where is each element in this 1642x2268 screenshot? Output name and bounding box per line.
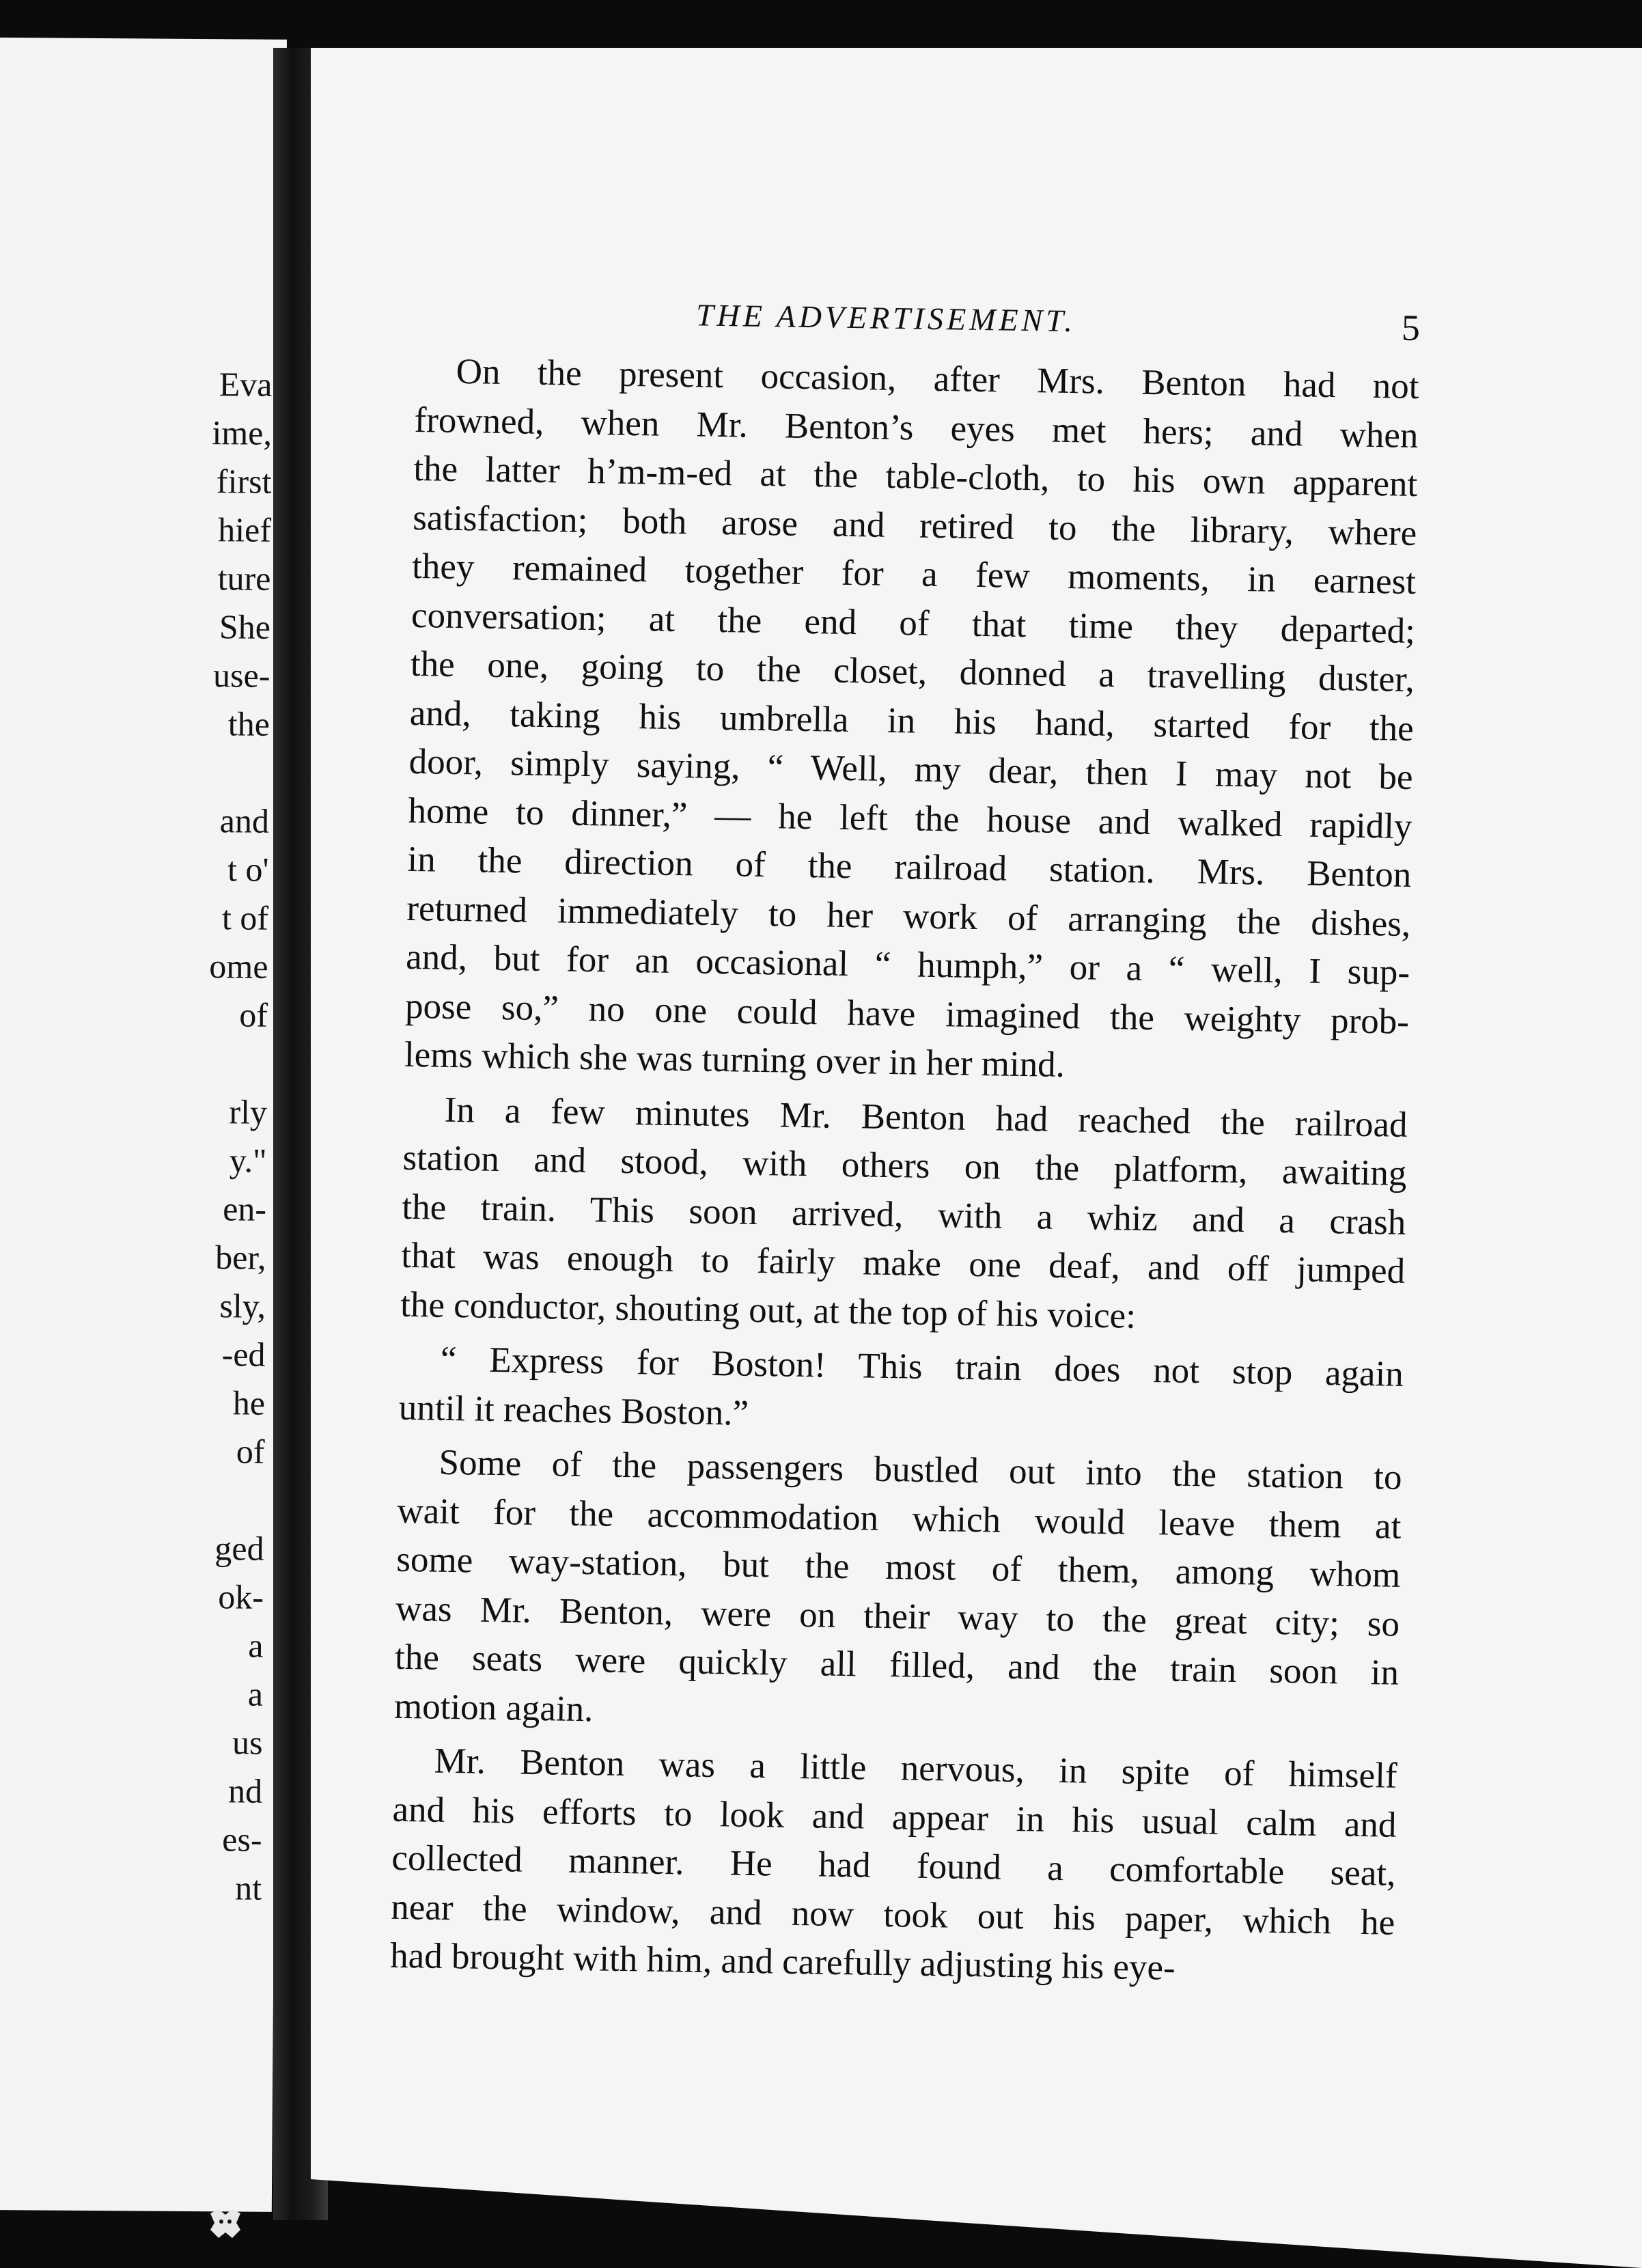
text-line: had brought with him, and carefully adjusting his eye- xyxy=(389,1935,1176,1988)
paragraph xyxy=(398,1335,1404,1448)
facing-page-fragment: a xyxy=(248,1626,264,1665)
paragraph xyxy=(393,1438,1402,1747)
text-line: the latter h’m-m-ed at the table-cloth, to his own apparent xyxy=(413,448,1418,505)
text-line: station and stood, with others on the platform, awaiting xyxy=(402,1137,1407,1193)
text-line: they remained together for a few moments, in earnest xyxy=(411,546,1417,603)
text-line: motion again. xyxy=(393,1686,594,1729)
text-line: conversation; at the end of that time they departed; xyxy=(410,595,1416,651)
facing-page-fragment: nt xyxy=(234,1868,262,1907)
text-line: door, simply saying, “ Well, my dear, then I may not be xyxy=(408,741,1414,797)
text-line: and, taking his umbrella in his hand, started for the xyxy=(409,693,1415,749)
running-head-title: THE ADVERTISEMENT. xyxy=(695,297,1076,339)
text-line: was Mr. Benton, were on their way to the great city; so xyxy=(395,1588,1400,1644)
facing-page xyxy=(0,38,287,2212)
text-line: and, but for an occasional “ humph,” or a “ well, I sup- xyxy=(405,937,1410,993)
text-line: and his efforts to look and appear in his usual calm and xyxy=(392,1789,1397,1845)
text-line: In a few minutes Mr. Benton had reached the railroad xyxy=(444,1090,1408,1145)
facing-page-fragment: rly xyxy=(229,1092,268,1131)
facing-page-fragment: She xyxy=(219,607,271,646)
paragraph xyxy=(400,1085,1408,1345)
text-line: the train. This soon arrived, with a whiz and a crash xyxy=(402,1187,1406,1243)
text-line: frowned, when Mr. Benton’s eyes met hers; and when xyxy=(414,400,1419,456)
facing-page-fragment: ome xyxy=(209,947,268,986)
paragraph xyxy=(390,1737,1397,1997)
page-text-block xyxy=(390,272,1421,1996)
text-line: the one, going to the closet, donned a travelling duster, xyxy=(410,644,1415,700)
facing-page-fragment: t o' xyxy=(227,850,269,889)
facing-page-fragment: of xyxy=(239,995,268,1034)
text-line: “ Express for Boston! This train does not stop again xyxy=(440,1339,1404,1394)
facing-page-fragment: a xyxy=(247,1674,264,1713)
text-line: pose so,” no one could have imagined the weighty prob- xyxy=(404,986,1410,1042)
text-line: satisfaction; both arose and retired to the library, where xyxy=(412,497,1417,553)
facing-page-fragment: y." xyxy=(229,1141,267,1180)
facing-page-fragment: Eva xyxy=(219,365,273,404)
facing-page-fragment: t of xyxy=(221,898,269,937)
text-line: the conductor, shouting out, at the top of his voice: xyxy=(400,1284,1137,1336)
facing-page-fragment: hief xyxy=(218,510,272,549)
text-line: Some of the passengers bustled out into the station to xyxy=(439,1442,1402,1497)
facing-page-fragment: use- xyxy=(212,656,270,695)
text-line: home to dinner,” — he left the house and walked rapidly xyxy=(408,790,1413,846)
text-line: Mr. Benton was a little nervous, in spite of himself xyxy=(434,1741,1398,1796)
body-text xyxy=(390,347,1419,1996)
text-line: lems which she was turning over in her mind. xyxy=(404,1034,1066,1085)
paragraph xyxy=(404,347,1419,1095)
facing-page-fragment: es- xyxy=(222,1820,262,1859)
text-line: in the direction of the railroad station. Mrs. Benton xyxy=(407,839,1412,895)
text-line: collected manner. He had found a comfortable seat, xyxy=(391,1838,1396,1894)
facing-page-fragment: -ed xyxy=(221,1335,266,1374)
text-line: returned immediately to her work of arranging the dishes, xyxy=(406,888,1411,944)
rabbit-icon xyxy=(205,2207,246,2241)
facing-page-fragment: en- xyxy=(223,1189,267,1228)
page-number: 5 xyxy=(1401,307,1421,349)
facing-page-fragment: ture xyxy=(217,559,271,598)
facing-page-fragment: of xyxy=(236,1432,265,1471)
facing-page-fragment: ged xyxy=(214,1529,264,1568)
running-head xyxy=(415,272,1421,363)
facing-page-fragment: ok- xyxy=(218,1577,264,1616)
facing-page-fragment: nd xyxy=(227,1771,263,1810)
facing-page-fragment: he xyxy=(232,1383,266,1422)
facing-page-fragment: us xyxy=(232,1723,263,1762)
text-line: On the present occasion, after Mrs. Benton had not xyxy=(456,351,1419,407)
text-line: until it reaches Boston.” xyxy=(398,1387,749,1433)
text-line: wait for the accommodation which would leave them at xyxy=(397,1491,1402,1547)
text-line: the seats were quickly all filled, and the train soon in xyxy=(394,1637,1400,1693)
facing-page-fragment: sly, xyxy=(219,1286,266,1325)
facing-page-fragment: first xyxy=(216,462,272,501)
text-line: that was enough to fairly make one deaf, and off jumped xyxy=(400,1235,1406,1291)
facing-page-fragment: and xyxy=(219,801,270,840)
facing-page-fragment: ime, xyxy=(212,413,273,452)
facing-page-fragment: the xyxy=(227,704,270,743)
text-line: near the window, and now took out his paper, which he xyxy=(390,1887,1395,1943)
facing-page-fragment: ber, xyxy=(215,1238,266,1277)
text-line: some way-station, but the most of them, among whom xyxy=(395,1539,1401,1595)
